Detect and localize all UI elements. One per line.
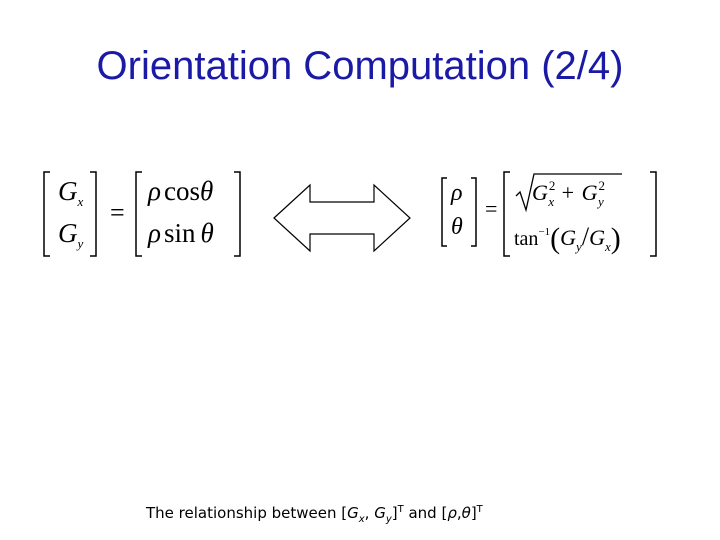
right-rhs-bottom: $\tan^{-1}(G_y/G_x)$	[514, 222, 621, 255]
left-lhs-top: $G_x$	[58, 176, 84, 209]
right-equals-sign: =	[485, 196, 498, 221]
left-rhs-top: ρ cosθ	[148, 176, 214, 206]
right-rhs-top: $G^2_x + G^2_y$	[532, 178, 605, 209]
right-lhs-bottom: θ	[451, 214, 463, 240]
right-lhs-top: ρ	[451, 180, 463, 206]
slide-title: Orientation Computation (2/4)	[96, 44, 624, 88]
left-equals-sign: =	[110, 198, 125, 227]
caption: The relationship between [$G_x$, $G_y]^T$ and $[\rho,\theta]^T$	[146, 504, 483, 525]
left-lhs-bottom: $G_y$	[58, 218, 84, 251]
left-rhs-bottom: ρ sin θ	[148, 218, 214, 248]
